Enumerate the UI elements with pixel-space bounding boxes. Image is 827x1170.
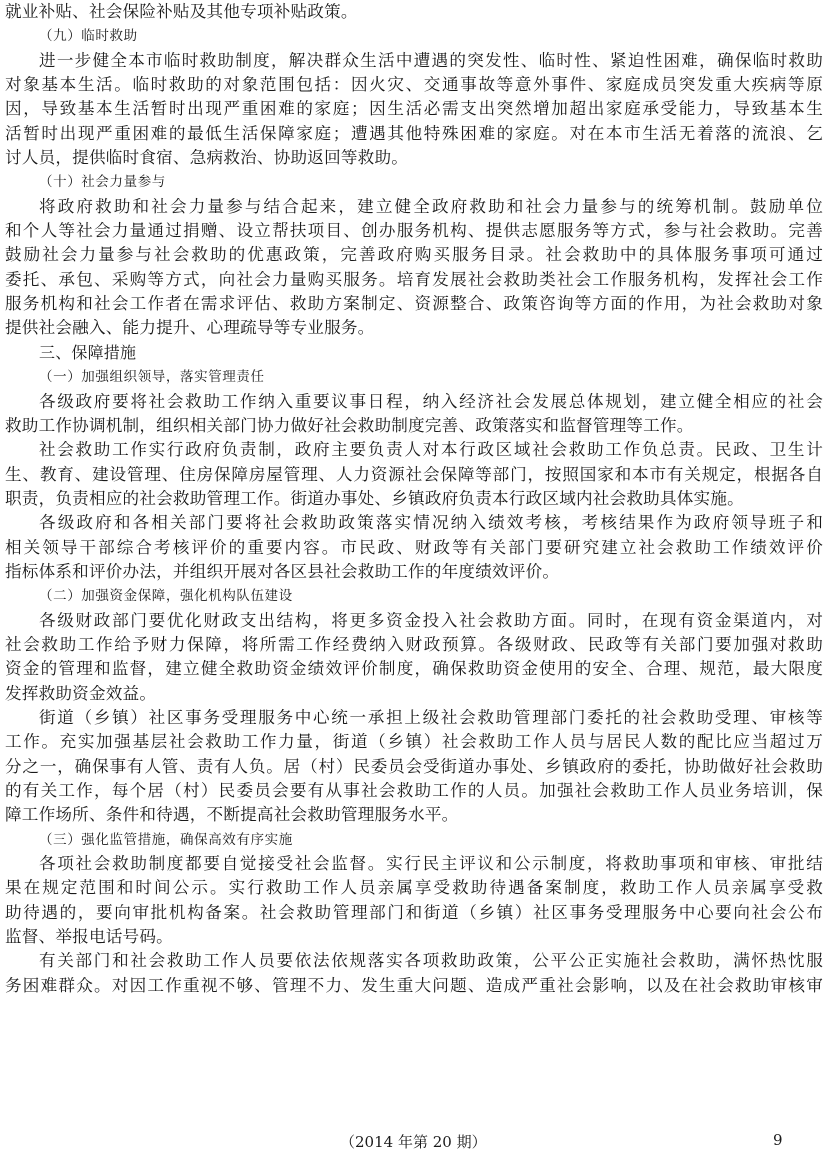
subsection-heading: （九）临时救助 [39, 28, 138, 45]
page-footer [0, 1131, 827, 1161]
page-number: 9 [773, 1131, 783, 1149]
body-line: 各级政府和各相关部门要将社会救助政策落实情况纳入绩效考核，考核结果作为政府领导班子和 [39, 513, 823, 533]
body-line: 职责，负责相应的社会救助管理工作。街道办事处、乡镇政府负责本行政区域内社会救助具体实施。 [5, 488, 744, 508]
body-line: 服务机构和社会工作者在需求评估、救助方案制定、资源整合、政策咨询等方面的作用，为社会救助对象 [5, 294, 823, 314]
subsection-heading: （三）强化监管措施，确保高效有序实施 [39, 831, 293, 848]
body-line: 将政府救助和社会力量参与结合起来，建立健全政府救助和社会力量参与的统筹机制。鼓励单位 [39, 196, 823, 216]
body-line: 生、教育、建设管理、住房保障房屋管理、人力资源社会保障等部门，按照国家和本市有关规定，根据各自 [5, 464, 823, 484]
body-line: 资金的管理和监督，建立健全救助资金绩效评价制度，确保救助资金使用的安全、合理、规范，最大限度 [5, 659, 823, 679]
issue-label: （2014 年第 20 期） [340, 1133, 487, 1151]
body-line: 障工作场所、条件和待遇，不断提高社会救助管理服务水平。 [5, 805, 459, 825]
body-line: 助待遇的，要向审批机构备案。社会救助管理部门和街道（乡镇）社区事务受理服务中心要向社会公布 [5, 902, 823, 922]
body-line: 各项社会救助制度都要自觉接受社会监督。实行民主评议和公示制度，将救助事项和审核、审批结 [39, 854, 823, 874]
body-line: 各级政府要将社会救助工作纳入重要议事日程，纳入经济社会发展总体规划，建立健全相应的社会 [39, 391, 823, 411]
body-line: 监督、举报电话号码。 [5, 927, 173, 947]
body-line: 发挥救助资金效益。 [5, 683, 157, 703]
subsection-heading: （十）社会力量参与 [39, 174, 166, 191]
body-line: 提供社会融入、能力提升、心理疏导等专业服务。 [5, 318, 375, 338]
body-line: 街道（乡镇）社区事务受理服务中心统一承担上级社会救助管理部门委托的社会救助受理、审核等 [39, 707, 823, 727]
body-line: 果在规定范围和时间公示。实行救助工作人员亲属享受救助待遇备案制度，救助工作人员亲属享受救 [5, 878, 823, 898]
body-line: 工作。充实加强基层社会救助工作力量，街道（乡镇）社会救助工作人员与居民人数的配比应当超过万 [5, 732, 823, 752]
body-line: 活暂时出现严重困难的最低生活保障家庭；遭遇其他特殊困难的家庭。对在本市生活无着落的流浪、乞 [5, 123, 823, 143]
body-line: 对象基本生活。临时救助的对象范围包括：因火灾、交通事故等意外事件、家庭成员突发重大疾病等原 [5, 75, 823, 95]
body-line: 各级财政部门要优化财政支出结构，将更多资金投入社会救助方面。同时，在现有资金渠道内，对 [39, 610, 823, 630]
body-line: 的有关工作，每个居（村）民委员会要有从事社会救助工作的人员。加强社会救助工作人员业务培训，保 [5, 781, 823, 800]
body-line: 因，导致基本生活暂时出现严重困难的家庭；因生活必需支出突然增加超出家庭承受能力，导致基本生 [5, 99, 823, 119]
body-line: 和个人等社会力量通过捐赠、设立帮扶项目、创办服务机构、提供志愿服务等方式，参与社会救助。完善 [5, 221, 823, 241]
section-heading: 三、保障措施 [39, 342, 137, 362]
subsection-heading: （二）加强资金保障，强化机构队伍建设 [39, 588, 293, 605]
body-line: 社会救助工作实行政府负责制，政府主要负责人对本行政区域社会救助工作负总责。民政、卫生计 [39, 440, 823, 460]
body-line: 务困难群众。对因工作重视不够、管理不力、发生重大问题、造成严重社会影响，以及在社会救助审核审 [5, 975, 823, 995]
body-line: 分之一，确保事有人管、责有人负。居（村）民委员会受街道办事处、乡镇政府的委托，协助做好社会救助 [5, 756, 823, 776]
body-line: 委托、承包、采购等方式，向社会力量购买服务。培育发展社会救助类社会工作服务机构，发挥社会工作 [5, 269, 823, 289]
body-line: 相关领导干部综合考核评价的重要内容。市民政、财政等有关部门要研究建立社会救助工作绩效评价 [5, 537, 823, 557]
body-line: 救助工作协调机制，组织相关部门协力做好社会救助制度完善、政策落实和监督管理等工作。 [5, 415, 694, 435]
body-line: 讨人员，提供临时食宿、急病救治、协助返回等救助。 [5, 148, 409, 168]
body-line: 鼓励社会力量参与社会救助的优惠政策，完善政府购买服务目录。社会救助中的具体服务事项可通过 [5, 245, 823, 265]
body-line: 指标体系和评价办法，并组织开展对各区县社会救助工作的年度绩效评价。 [5, 561, 560, 581]
body-line: 就业补贴、社会保险补贴及其他专项补贴政策。 [5, 2, 358, 21]
body-line: 进一步健全本市临时救助制度，解决群众生活中遭遇的突发性、临时性、紧迫性困难，确保临时救助 [39, 50, 823, 70]
body-line: 有关部门和社会救助工作人员要依法依规落实各项救助政策，公平公正实施社会救助，满怀热忱服 [39, 951, 823, 971]
subsection-heading: （一）加强组织领导，落实管理责任 [39, 369, 265, 386]
body-line: 社会救助工作给予财力保障，将所需工作经费纳入财政预算。各级财政、民政等有关部门要加强对救助 [5, 634, 823, 654]
document-body [5, 0, 823, 998]
